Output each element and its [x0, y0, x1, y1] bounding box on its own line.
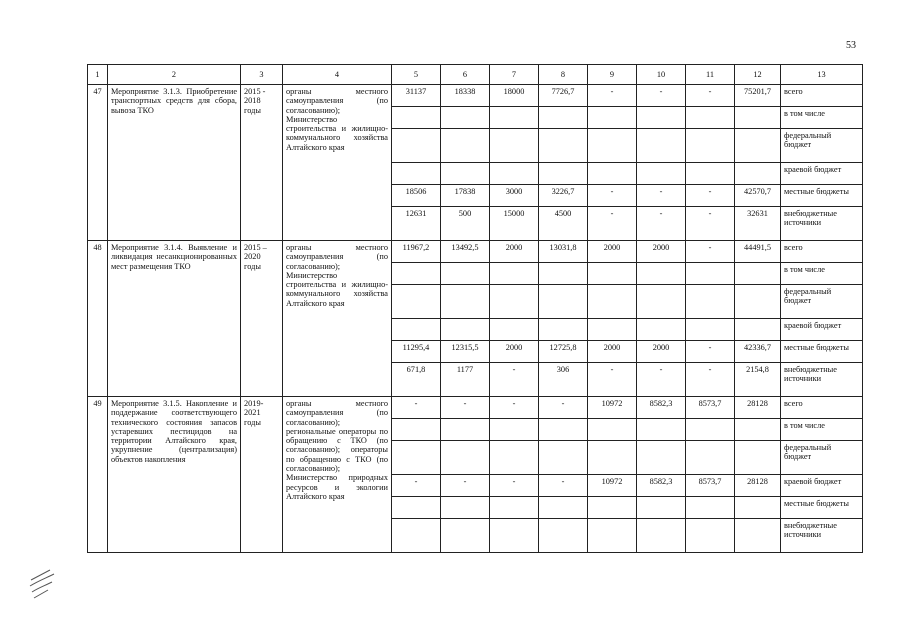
event-name: Мероприятие 3.1.4. Выявление и ликвидация несанкционированных мест размещения ТКО [108, 241, 241, 397]
value-cell [735, 263, 781, 285]
value-cell [441, 107, 490, 129]
value-cell [539, 319, 588, 341]
row-number: 49 [88, 397, 108, 553]
header-row [88, 65, 863, 85]
value-cell: 75201,7 [735, 85, 781, 107]
value-cell [588, 419, 637, 441]
value-cell: 13492,5 [441, 241, 490, 263]
value-cell: 12631 [392, 207, 441, 241]
value-cell [392, 263, 441, 285]
header-cell-2: 2 [108, 65, 241, 85]
value-cell [539, 107, 588, 129]
value-cell [490, 129, 539, 163]
value-cell: 11967,2 [392, 241, 441, 263]
value-cell [588, 285, 637, 319]
value-cell [735, 419, 781, 441]
value-cell: - [637, 363, 686, 397]
value-cell [490, 263, 539, 285]
value-cell [588, 441, 637, 475]
value-cell [735, 319, 781, 341]
value-cell [539, 441, 588, 475]
value-cell [392, 419, 441, 441]
value-cell [637, 319, 686, 341]
value-cell [392, 319, 441, 341]
header-cell-8: 8 [539, 65, 588, 85]
value-cell: - [637, 85, 686, 107]
value-cell [588, 263, 637, 285]
value-cell: 2000 [490, 341, 539, 363]
value-cell: 32631 [735, 207, 781, 241]
value-cell: 12725,8 [539, 341, 588, 363]
value-cell [539, 419, 588, 441]
value-cell: 12315,5 [441, 341, 490, 363]
value-cell: - [441, 397, 490, 419]
value-cell [686, 163, 735, 185]
value-cell: 18338 [441, 85, 490, 107]
value-cell [392, 129, 441, 163]
value-cell [441, 129, 490, 163]
value-cell: 28128 [735, 475, 781, 497]
value-cell [490, 107, 539, 129]
value-cell: - [588, 207, 637, 241]
value-cell [686, 519, 735, 553]
value-cell: - [490, 363, 539, 397]
value-cell: 7726,7 [539, 85, 588, 107]
value-cell [735, 497, 781, 519]
value-cell: 2000 [637, 241, 686, 263]
years: 2015 - 2018 годы [241, 85, 283, 241]
executors: органы местного самоуправления (по согласованию); Министерство строительства и жилищно-коммунального хозяйства Алтайского края [283, 85, 392, 241]
header-cell-7: 7 [490, 65, 539, 85]
value-cell: 3226,7 [539, 185, 588, 207]
value-cell [588, 519, 637, 553]
value-cell: - [588, 185, 637, 207]
value-cell [441, 163, 490, 185]
value-cell [637, 129, 686, 163]
value-cell [441, 519, 490, 553]
value-cell [539, 129, 588, 163]
value-cell [392, 163, 441, 185]
value-cell [735, 163, 781, 185]
value-cell: 2000 [637, 341, 686, 363]
funding-source: в том числе [781, 107, 863, 129]
header-cell-11: 11 [686, 65, 735, 85]
funding-source: внебюджетные источники [781, 519, 863, 553]
value-cell: 306 [539, 363, 588, 397]
funding-source: краевой бюджет [781, 163, 863, 185]
value-cell [490, 419, 539, 441]
value-cell: - [392, 475, 441, 497]
header-cell-12: 12 [735, 65, 781, 85]
event-name: Мероприятие 3.1.3. Приобретение транспортных средств для сбора, вывоза ТКО [108, 85, 241, 241]
event-name: Мероприятие 3.1.5. Накопление и поддержание соответствующего технического состояния запасов устаревших пестицидов на территории Алтайского края, укрупнение (централизация) объектов накопления [108, 397, 241, 553]
row-number: 47 [88, 85, 108, 241]
value-cell: - [686, 185, 735, 207]
value-cell: 1177 [441, 363, 490, 397]
value-cell: - [588, 363, 637, 397]
value-cell: 8582,3 [637, 475, 686, 497]
years: 2015 – 2020 годы [241, 241, 283, 397]
value-cell [735, 519, 781, 553]
value-cell: - [637, 207, 686, 241]
value-cell: - [539, 397, 588, 419]
value-cell: - [686, 207, 735, 241]
value-cell [441, 285, 490, 319]
value-cell: 18000 [490, 85, 539, 107]
value-cell: - [392, 397, 441, 419]
value-cell: - [539, 475, 588, 497]
value-cell [490, 519, 539, 553]
header-cell-9: 9 [588, 65, 637, 85]
value-cell [490, 441, 539, 475]
value-cell: 17838 [441, 185, 490, 207]
value-cell: 18506 [392, 185, 441, 207]
value-cell: 8573,7 [686, 475, 735, 497]
page-number: 53 [846, 40, 856, 51]
value-cell: 2000 [588, 241, 637, 263]
executors: органы местного самоуправления (по согласованию); Министерство строительства и жилищно-коммунального хозяйства Алтайского края [283, 241, 392, 397]
value-cell [539, 285, 588, 319]
header-cell-1: 1 [88, 65, 108, 85]
value-cell [441, 497, 490, 519]
funding-source: всего [781, 85, 863, 107]
value-cell: - [490, 475, 539, 497]
value-cell: - [686, 241, 735, 263]
value-cell [490, 163, 539, 185]
value-cell [392, 441, 441, 475]
value-cell: 8582,3 [637, 397, 686, 419]
value-cell [490, 497, 539, 519]
value-cell [686, 285, 735, 319]
value-cell [588, 319, 637, 341]
value-cell: - [588, 85, 637, 107]
funding-source: внебюджетные источники [781, 363, 863, 397]
value-cell [441, 319, 490, 341]
value-cell [588, 163, 637, 185]
value-cell: 11295,4 [392, 341, 441, 363]
value-cell [539, 163, 588, 185]
value-cell: - [441, 475, 490, 497]
value-cell: - [490, 397, 539, 419]
header-cell-6: 6 [441, 65, 490, 85]
value-cell [686, 263, 735, 285]
funding-source: всего [781, 241, 863, 263]
value-cell: 31137 [392, 85, 441, 107]
table-row [88, 397, 863, 419]
value-cell [490, 285, 539, 319]
funding-source: местные бюджеты [781, 341, 863, 363]
row-number: 48 [88, 241, 108, 397]
value-cell [735, 129, 781, 163]
value-cell [686, 419, 735, 441]
table-body [88, 65, 863, 553]
value-cell [441, 441, 490, 475]
program-table [87, 64, 863, 553]
value-cell: 15000 [490, 207, 539, 241]
value-cell [637, 497, 686, 519]
funding-source: в том числе [781, 419, 863, 441]
value-cell [392, 285, 441, 319]
funding-source: местные бюджеты [781, 185, 863, 207]
value-cell [735, 441, 781, 475]
header-cell-13: 13 [781, 65, 863, 85]
value-cell [686, 129, 735, 163]
years: 2019-2021 годы [241, 397, 283, 553]
value-cell: 10972 [588, 475, 637, 497]
value-cell [490, 319, 539, 341]
handwritten-mark [28, 566, 58, 602]
value-cell: 2000 [588, 341, 637, 363]
value-cell [686, 441, 735, 475]
funding-source: всего [781, 397, 863, 419]
value-cell [441, 419, 490, 441]
executors: органы местного самоуправления (по согласованию); региональные операторы по обращению с ТКО (по согласованию); операторы по обращению с ТКО (по согласованию); Министерство природных ресурсов и экологии Алтайского края [283, 397, 392, 553]
funding-source: краевой бюджет [781, 319, 863, 341]
value-cell [539, 263, 588, 285]
value-cell [588, 497, 637, 519]
value-cell [686, 107, 735, 129]
value-cell: 10972 [588, 397, 637, 419]
value-cell: 13031,8 [539, 241, 588, 263]
header-cell-3: 3 [241, 65, 283, 85]
value-cell: 3000 [490, 185, 539, 207]
funding-source: местные бюджеты [781, 497, 863, 519]
table-row [88, 85, 863, 107]
value-cell [735, 107, 781, 129]
value-cell: 2000 [490, 241, 539, 263]
value-cell [539, 519, 588, 553]
value-cell [637, 107, 686, 129]
value-cell: 2154,8 [735, 363, 781, 397]
value-cell [637, 441, 686, 475]
value-cell: 28128 [735, 397, 781, 419]
value-cell [735, 285, 781, 319]
value-cell [588, 107, 637, 129]
value-cell [588, 129, 637, 163]
value-cell: 42570,7 [735, 185, 781, 207]
funding-source: федеральный бюджет [781, 441, 863, 475]
value-cell [392, 519, 441, 553]
header-cell-10: 10 [637, 65, 686, 85]
value-cell [637, 519, 686, 553]
value-cell: 44491,5 [735, 241, 781, 263]
value-cell [392, 497, 441, 519]
value-cell: 671,8 [392, 363, 441, 397]
value-cell: - [686, 85, 735, 107]
value-cell: - [686, 341, 735, 363]
funding-source: краевой бюджет [781, 475, 863, 497]
value-cell [637, 163, 686, 185]
value-cell: 500 [441, 207, 490, 241]
value-cell [637, 263, 686, 285]
value-cell: 42336,7 [735, 341, 781, 363]
value-cell [637, 419, 686, 441]
funding-source: в том числе [781, 263, 863, 285]
value-cell: 4500 [539, 207, 588, 241]
funding-source: внебюджетные источники [781, 207, 863, 241]
value-cell [686, 497, 735, 519]
header-cell-5: 5 [392, 65, 441, 85]
value-cell: - [637, 185, 686, 207]
value-cell [539, 497, 588, 519]
value-cell [441, 263, 490, 285]
funding-source: федеральный бюджет [781, 285, 863, 319]
value-cell [392, 107, 441, 129]
header-cell-4: 4 [283, 65, 392, 85]
value-cell: 8573,7 [686, 397, 735, 419]
funding-source: федеральный бюджет [781, 129, 863, 163]
value-cell: - [686, 363, 735, 397]
value-cell [686, 319, 735, 341]
value-cell [637, 285, 686, 319]
table-row [88, 241, 863, 263]
